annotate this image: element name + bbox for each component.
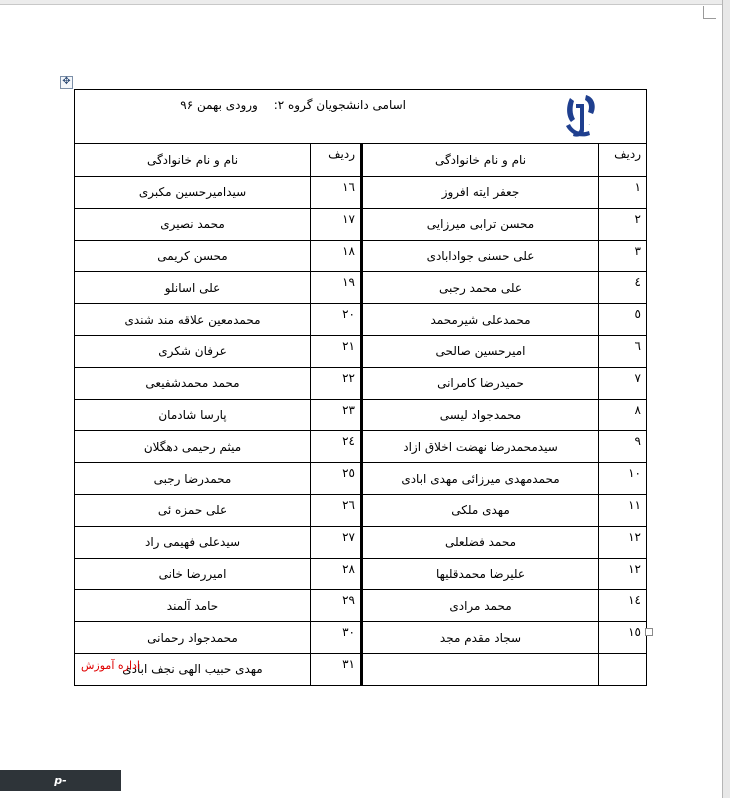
table-title-cell	[75, 90, 647, 144]
student-name: محمد مرادی	[362, 590, 599, 622]
title-group: اسامی دانشجویان گروه ۲:	[273, 98, 406, 112]
table-row	[75, 558, 647, 590]
page-title	[180, 98, 406, 112]
table-row	[75, 240, 647, 272]
site-watermark: p-safadasht.tvu.ac.ir	[0, 770, 121, 791]
row-number: ۳۱	[311, 653, 362, 685]
table-row	[75, 431, 647, 463]
student-name: علی محمد رجبی	[362, 272, 599, 304]
table-row	[75, 526, 647, 558]
row-number: ۲۷	[311, 526, 362, 558]
student-name: علیرضا محمدقلیها	[362, 558, 599, 590]
student-name: علی حسنی جوادابادی	[362, 240, 599, 272]
row-number: ٤	[599, 272, 647, 304]
table-row	[75, 304, 647, 336]
student-name: محمدمعین علاقه مند شندی	[75, 304, 311, 336]
student-name: علی اسانلو	[75, 272, 311, 304]
student-name: سیدامیرحسین مکبری	[75, 177, 311, 209]
student-name: محمدجواد رحمانی	[75, 622, 311, 654]
table-row	[75, 653, 647, 685]
student-name: محمدمهدی میرزائی مهدی ابادی	[362, 463, 599, 495]
page-top-edge	[0, 0, 722, 5]
row-number: ۱۲	[599, 558, 647, 590]
row-number: ۲٤	[311, 431, 362, 463]
row-number: ۷	[599, 367, 647, 399]
row-number	[599, 653, 647, 685]
table-row	[75, 177, 647, 209]
row-number: ۲۳	[311, 399, 362, 431]
row-number: ۲۸	[311, 558, 362, 590]
footer-office-label: اداره آموزش	[81, 659, 140, 672]
student-name	[362, 653, 599, 685]
student-name: حامد آلمند	[75, 590, 311, 622]
row-number: ۲۱	[311, 335, 362, 367]
table-resize-handle[interactable]	[645, 628, 653, 636]
student-name: پارسا شادمان	[75, 399, 311, 431]
page-right-edge	[722, 0, 730, 798]
table-row	[75, 494, 647, 526]
row-number: ٥	[599, 304, 647, 336]
row-number: ۱۷	[311, 208, 362, 240]
student-name: امیررضا خانی	[75, 558, 311, 590]
student-name: محمدعلی شیرمحمد	[362, 304, 599, 336]
student-name: امیرحسین صالحی	[362, 335, 599, 367]
table-row	[75, 463, 647, 495]
student-name: سیدعلی فهیمی راد	[75, 526, 311, 558]
row-number: ۱۲	[599, 526, 647, 558]
table-row	[75, 272, 647, 304]
student-name: محمد نصیری	[75, 208, 311, 240]
student-name: علی حمزه ئی	[75, 494, 311, 526]
student-name: محمدجواد لیسی	[362, 399, 599, 431]
table-row	[75, 622, 647, 654]
name-label-header: نام و نام خانوادگی	[75, 144, 311, 177]
row-number: ۳۰	[311, 622, 362, 654]
row-number: ۱٥	[599, 622, 647, 654]
row-number: ۲۲	[311, 367, 362, 399]
svg-text:·: ·	[588, 122, 590, 128]
table-header-row	[75, 90, 647, 144]
table-move-handle-icon[interactable]: ✥	[60, 76, 73, 89]
student-name: جعفر ایته افروز	[362, 177, 599, 209]
table-row	[75, 335, 647, 367]
student-name: سجاد مقدم مجد	[362, 622, 599, 654]
page-corner-mark	[703, 6, 716, 19]
student-roster-table	[74, 89, 647, 686]
university-logo-icon	[562, 92, 598, 140]
row-label-header: ردیف	[599, 144, 647, 177]
column-header-row	[75, 144, 647, 177]
table-row	[75, 208, 647, 240]
table-row	[75, 399, 647, 431]
row-number: ۲	[599, 208, 647, 240]
title-entry: ورودی بهمن ۹۶	[180, 98, 258, 112]
student-name: مهدی ملکی	[362, 494, 599, 526]
row-number: ۳	[599, 240, 647, 272]
row-label-header: ردیف	[311, 144, 362, 177]
table-row	[75, 590, 647, 622]
roster-body	[75, 177, 647, 686]
row-number: ۲۹	[311, 590, 362, 622]
row-number: ۱۹	[311, 272, 362, 304]
student-name: سیدمحمدرضا نهضت اخلاق ازاد	[362, 431, 599, 463]
row-number: ۱٤	[599, 590, 647, 622]
row-number: ٦	[599, 335, 647, 367]
student-name: محسن ترابی میرزایی	[362, 208, 599, 240]
student-name: محمد فضلعلی	[362, 526, 599, 558]
row-number: ۸	[599, 399, 647, 431]
row-number: ۱۰	[599, 463, 647, 495]
row-number: ۲۰	[311, 304, 362, 336]
row-number: ۱۱	[599, 494, 647, 526]
name-label-header: نام و نام خانوادگی	[362, 144, 599, 177]
row-number: ۱۸	[311, 240, 362, 272]
student-name: مهدی حبیب الهی نجف ابادی	[75, 653, 311, 685]
student-name: میثم رحیمی دهگلان	[75, 431, 311, 463]
student-name: محمدرضا رجبی	[75, 463, 311, 495]
student-name: عرفان شکری	[75, 335, 311, 367]
row-number: ۲٥	[311, 463, 362, 495]
student-name: حمیدرضا کامرانی	[362, 367, 599, 399]
student-name: محسن کریمی	[75, 240, 311, 272]
row-number: ۹	[599, 431, 647, 463]
student-name: محمد محمدشفیعی	[75, 367, 311, 399]
row-number: ۱٦	[311, 177, 362, 209]
row-number: ۱	[599, 177, 647, 209]
table-row	[75, 367, 647, 399]
row-number: ۲٦	[311, 494, 362, 526]
